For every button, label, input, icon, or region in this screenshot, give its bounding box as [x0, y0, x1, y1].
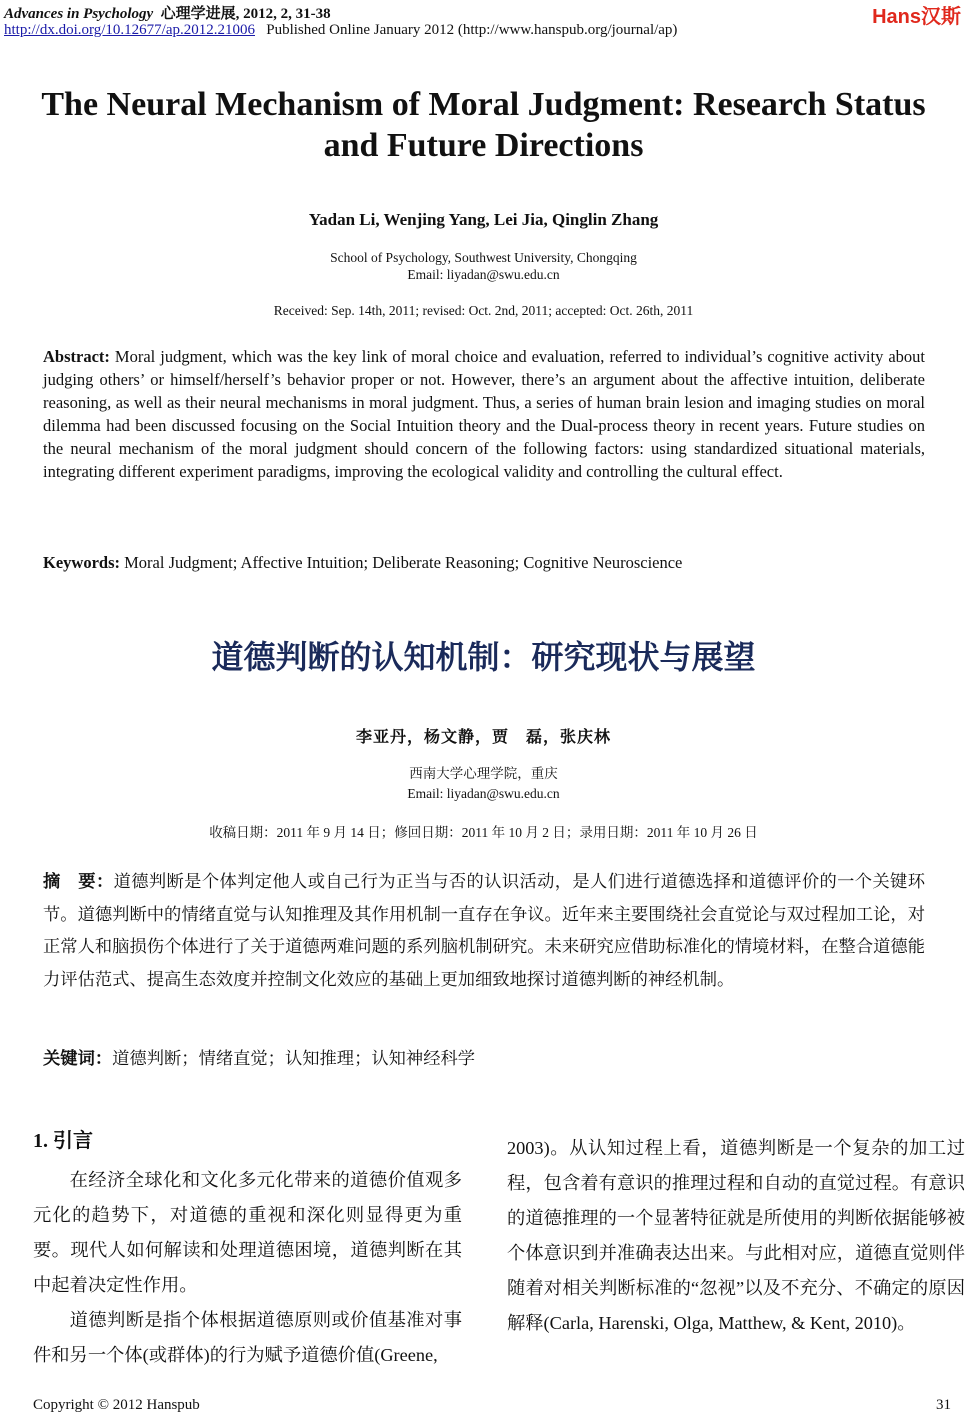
cn-keywords [43, 1044, 925, 1069]
paragraph: 在经济全球化和文化多元化带来的道德价值观多元化的趋势下，对道德的重视和深化则显得更为重要。现代人如何解读和处理道德困境，道德判断在其中起着决定性作用。 [33, 1170, 462, 1295]
keywords-label: Keywords: [43, 553, 120, 572]
cn-abstract-label: 摘 要： [43, 872, 114, 892]
keywords-text: Moral Judgment; Affective Intuition; Deliberate Reasoning; Cognitive Neuroscience [124, 553, 683, 572]
left-column [33, 1163, 462, 1373]
dates: Received: Sep. 14th, 2011; revised: Oct. 2nd, 2011; accepted: Oct. 26th, 2011 [273, 303, 694, 318]
abstract-text: Moral judgment, which was the key link of moral choice and evaluation, referred to individual’s cognitive activity about judging others’ or himself/herself’s behavior proper or not. However, there’s an argument about the affective intuition, deliberate reasoning, as well as their neural mechanisms in moral judgment. Thus, a series of human brain lesion and imaging studies on moral dilemma had been discussed focusing on the Social Intuition theory and the Dual-process theory in recent years. Future studies on the neural mechanism of the moral judgment should concern of the following factors: using standardized situational materials, integrating different experiment paradigms, improving the ecological validity and controlling the cultural effect. [43, 347, 925, 481]
doi-line [4, 22, 677, 39]
cn-dates: 收稿日期：2011 年 9 月 14 日；修回日期：2011 年 10 月 2 日；录用日期：2011 年 10 月 26 日 [209, 825, 758, 840]
email: Email: liyadan@swu.edu.cn [407, 267, 560, 282]
copyright: Copyright © 2012 Hanspub [33, 1397, 200, 1413]
published-info: Published Online January 2012 (http://www.hanspub.org/journal/ap) [266, 22, 678, 38]
doi-link[interactable]: http://dx.doi.org/10.12677/ap.2012.21006 [4, 22, 255, 38]
authors: Yadan Li, Wenjing Yang, Lei Jia, Qinglin Zhang [308, 210, 659, 229]
keywords [43, 553, 925, 573]
journal-cn: 心理学进展, 2012, 2, 31-38 [160, 6, 331, 22]
paragraph: 2003)。从认知过程上看，道德判断是一个复杂的加工过程，包含着有意识的推理过程和自动的直觉过程。有意识的道德推理的一个显著特征就是所使用的判断依据能够被个体意识到并准确表达出来。与此相对应，道德直觉则伴随着对相关判断标准的“忽视”以及不充分、不确定的原因解释(Carla, Harenski, Olga, Matthew, & Kent, 2010)。 [507, 1138, 965, 1333]
journal-name: Advances in Psychology [4, 6, 154, 22]
page-number: 31 [936, 1397, 951, 1413]
affiliation-block [0, 249, 967, 283]
cn-keywords-text: 道德判断；情绪直觉；认知推理；认知神经科学 [112, 1049, 476, 1068]
cn-email: Email: liyadan@swu.edu.cn [407, 786, 560, 801]
section-heading: 1. 引言 [33, 1130, 93, 1152]
paragraph: 道德判断是指个体根据道德原则或价值基准对事件和另一个体(或群体)的行为赋予道德价值(Greene, [33, 1310, 462, 1365]
cn-abstract-text: 道德判断是个体判定他人或自己行为正当与否的认识活动，是人们进行道德选择和道德评价的一个关键环节。道德判断中的情绪直觉与认知推理及其作用机制一直存在争议。近年来主要围绕社会直觉论与双过程加工论，对正常人和脑损伤个体进行了关于道德两难问题的系列脑机制研究。未来研究应借助标准化的情境材料，在整合道德能力评估范式、提高生态效度并控制文化效应的基础上更加细致地探讨道德判断的神经机制。 [43, 872, 925, 989]
abstract [43, 345, 925, 483]
hans-logo: Hans汉斯 [872, 6, 961, 28]
cn-affiliation: 西南大学心理学院，重庆 [409, 766, 558, 781]
journal-header [4, 2, 331, 23]
affiliation: School of Psychology, Southwest University, Chongqing [330, 250, 637, 265]
cn-affiliation-block [0, 764, 967, 804]
right-column [507, 1131, 965, 1341]
abstract-label: Abstract: [43, 347, 110, 366]
cn-authors: 李亚丹，杨文静，贾 磊，张庆林 [355, 729, 611, 746]
cn-title: 道德判断的认知机制：研究现状与展望 [211, 638, 756, 676]
cn-abstract [43, 866, 925, 996]
cn-keywords-label: 关键词： [43, 1049, 113, 1069]
paper-title: The Neural Mechanism of Moral Judgment: Research Status and Future Directions [41, 86, 926, 164]
